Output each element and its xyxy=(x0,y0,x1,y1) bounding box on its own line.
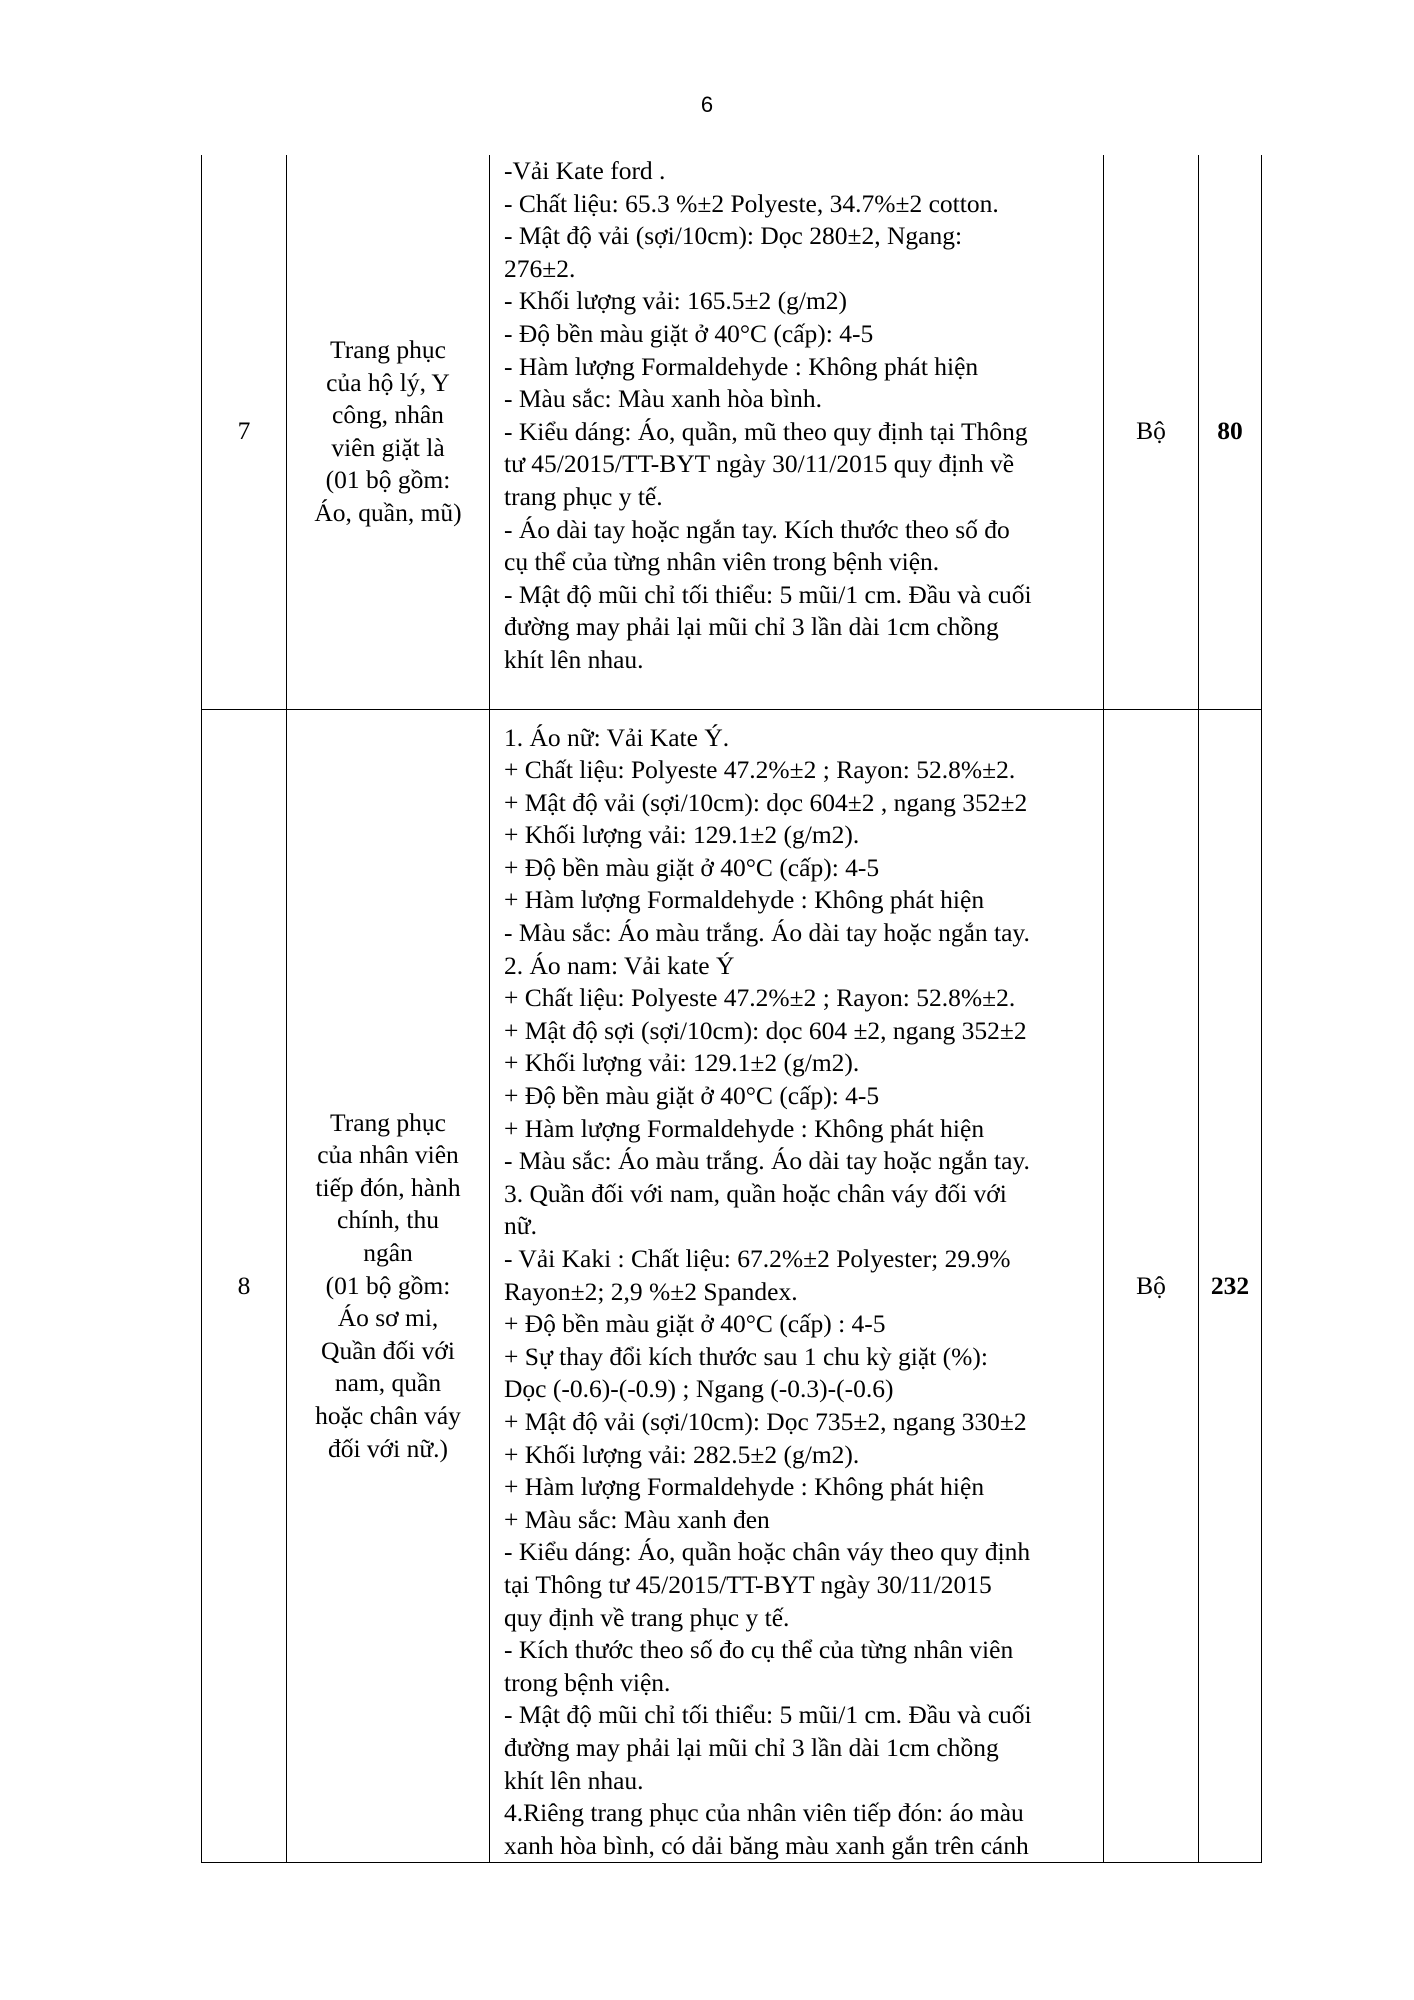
item-description xyxy=(490,709,1104,1863)
item-name-line: Áo sơ mi, xyxy=(337,1303,439,1333)
description-lines xyxy=(504,155,1095,677)
description-line: + Hàm lượng Formaldehyde : Không phát hiện xyxy=(504,885,985,915)
item-name-line: Trang phục xyxy=(330,1107,446,1137)
description-line: -Vải Kate ford . xyxy=(504,156,666,185)
unit-cell: Bộ xyxy=(1104,155,1199,709)
description-line: + Hàm lượng Formaldehyde : Không phát hiện xyxy=(504,1472,985,1502)
item-name-line: hoặc chân váy xyxy=(315,1400,461,1430)
specification-table xyxy=(201,155,1262,1863)
description-line: - Màu sắc: Áo màu trắng. Áo dài tay hoặc ngắn tay. xyxy=(504,1146,1030,1176)
page-number: 6 xyxy=(700,92,714,117)
row-number: 7 xyxy=(202,155,287,709)
item-name-line: Trang phục xyxy=(330,334,446,364)
description-line: + Mật độ vải (sợi/10cm): dọc 604±2 , ngang 352±2 xyxy=(504,787,1028,817)
description-line: - Màu sắc: Màu xanh hòa bình. xyxy=(504,384,822,414)
item-name-line: Quần đối với xyxy=(321,1335,455,1365)
description-line: Dọc (-0.6)-(-0.9) ; Ngang (-0.3)-(-0.6) xyxy=(504,1374,894,1404)
item-name-line: công, nhân xyxy=(332,400,444,430)
description-line: - Màu sắc: Áo màu trắng. Áo dài tay hoặc ngắn tay. xyxy=(504,918,1030,948)
description-line: + Chất liệu: Polyeste 47.2%±2 ; Rayon: 52.8%±2. xyxy=(504,983,1016,1013)
item-name-line: ngân xyxy=(363,1238,413,1267)
item-name-lines xyxy=(287,1107,489,1466)
description-line: + Hàm lượng Formaldehyde : Không phát hiện xyxy=(504,1113,985,1143)
description-line: khít lên nhau. xyxy=(504,644,644,674)
description-line: 276±2. xyxy=(504,253,576,283)
description-line: + Mật độ vải (sợi/10cm): Dọc 735±2, ngang 330±2 xyxy=(504,1406,1027,1436)
description-line: + Khối lượng vải: 129.1±2 (g/m2). xyxy=(504,820,860,850)
item-name-line: tiếp đón, hành xyxy=(315,1172,461,1202)
item-name-lines xyxy=(287,334,489,530)
description-line: cụ thể của từng nhân viên trong bệnh viện. xyxy=(504,547,940,577)
quantity-cell: 232 xyxy=(1199,709,1262,1863)
description-line: xanh hòa bình, có dải băng màu xanh gắn trên cánh xyxy=(504,1830,1029,1860)
item-name-line: của hộ lý, Y xyxy=(326,367,450,397)
item-name-line: nam, quần xyxy=(334,1368,442,1398)
description-line: - Kiểu dáng: Áo, quần hoặc chân váy theo quy định xyxy=(504,1537,1031,1567)
description-line: + Khối lượng vải: 282.5±2 (g/m2). xyxy=(504,1439,860,1469)
description-line: trong bệnh viện. xyxy=(504,1667,671,1697)
description-line: + Độ bền màu giặt ở 40°C (cấp) : 4-5 xyxy=(504,1309,886,1339)
item-name-line: của nhân viên xyxy=(317,1140,459,1170)
description-line: + Chất liệu: Polyeste 47.2%±2 ; Rayon: 52.8%±2. xyxy=(504,755,1016,785)
item-name xyxy=(287,709,490,1863)
description-line: - Chất liệu: 65.3 %±2 Polyeste, 34.7%±2 cotton. xyxy=(504,188,999,218)
description-line: tại Thông tư 45/2015/TT-BYT ngày 30/11/2015 xyxy=(504,1569,992,1599)
description-line: Rayon±2; 2,9 %±2 Spandex. xyxy=(504,1276,798,1306)
item-name-line: (01 bộ gồm: xyxy=(325,465,451,495)
description-line: - Hàm lượng Formaldehyde : Không phát hiện xyxy=(504,351,979,381)
description-line: + Độ bền màu giặt ở 40°C (cấp): 4-5 xyxy=(504,852,880,882)
description-line: 3. Quần đối với nam, quần hoặc chân váy đối với xyxy=(504,1178,1007,1208)
item-name xyxy=(287,155,490,709)
item-name-line: (01 bộ gồm: xyxy=(325,1270,451,1300)
table-row xyxy=(202,709,1262,1863)
unit-cell: Bộ xyxy=(1104,709,1199,1863)
item-description xyxy=(490,155,1104,709)
description-line: tư 45/2015/TT-BYT ngày 30/11/2015 quy định về xyxy=(504,449,1015,479)
description-line: + Mật độ sợi (sợi/10cm): dọc 604 ±2, ngang 352±2 xyxy=(504,1015,1027,1045)
item-name-line: chính, thu xyxy=(337,1205,439,1235)
description-line: đường may phải lại mũi chỉ 3 lần dài 1cm chồng xyxy=(504,1732,999,1762)
description-line: đường may phải lại mũi chỉ 3 lần dài 1cm chồng xyxy=(504,612,999,642)
description-line: 1. Áo nữ: Vải Kate Ý. xyxy=(504,722,730,752)
row-number: 8 xyxy=(202,709,287,1863)
table-row xyxy=(202,155,1262,709)
description-line: + Sự thay đổi kích thước sau 1 chu kỳ giặt (%): xyxy=(504,1341,988,1371)
description-line: + Khối lượng vải: 129.1±2 (g/m2). xyxy=(504,1048,860,1078)
description-line: 4.Riêng trang phục của nhân viên tiếp đón: áo màu xyxy=(504,1798,1024,1828)
description-line: 2. Áo nam: Vải kate Ý xyxy=(504,950,735,980)
description-line: - Mật độ mũi chỉ tối thiểu: 5 mũi/1 cm. Đầu và cuối xyxy=(504,579,1032,609)
quantity-cell: 80 xyxy=(1199,155,1262,709)
description-line: + Màu sắc: Màu xanh đen xyxy=(504,1504,770,1534)
description-line: - Kích thước theo số đo cụ thể của từng nhân viên xyxy=(504,1635,1014,1665)
description-line: - Khối lượng vải: 165.5±2 (g/m2) xyxy=(504,286,848,316)
description-line: - Mật độ vải (sợi/10cm): Dọc 280±2, Ngang: xyxy=(504,221,963,251)
description-line: - Kiểu dáng: Áo, quần, mũ theo quy định tại Thông xyxy=(504,416,1028,446)
item-name-line: viên giặt là xyxy=(331,432,445,462)
description-line: - Mật độ mũi chỉ tối thiểu: 5 mũi/1 cm. Đầu và cuối xyxy=(504,1700,1032,1730)
description-line: nữ. xyxy=(504,1211,537,1241)
description-line: - Độ bền màu giặt ở 40°C (cấp): 4-5 xyxy=(504,318,874,348)
item-name-line: Áo, quần, mũ) xyxy=(314,497,462,527)
description-lines xyxy=(504,722,1095,1863)
item-name-line: đối với nữ.) xyxy=(327,1433,449,1463)
description-line: - Áo dài tay hoặc ngắn tay. Kích thước theo số đo xyxy=(504,514,1010,544)
description-line: trang phục y tế. xyxy=(504,481,663,511)
description-line: + Độ bền màu giặt ở 40°C (cấp): 4-5 xyxy=(504,1081,880,1111)
description-line: quy định về trang phục y tế. xyxy=(504,1602,790,1632)
description-line: khít lên nhau. xyxy=(504,1765,644,1795)
description-line: - Vải Kaki : Chất liệu: 67.2%±2 Polyester; 29.9% xyxy=(504,1244,1011,1273)
